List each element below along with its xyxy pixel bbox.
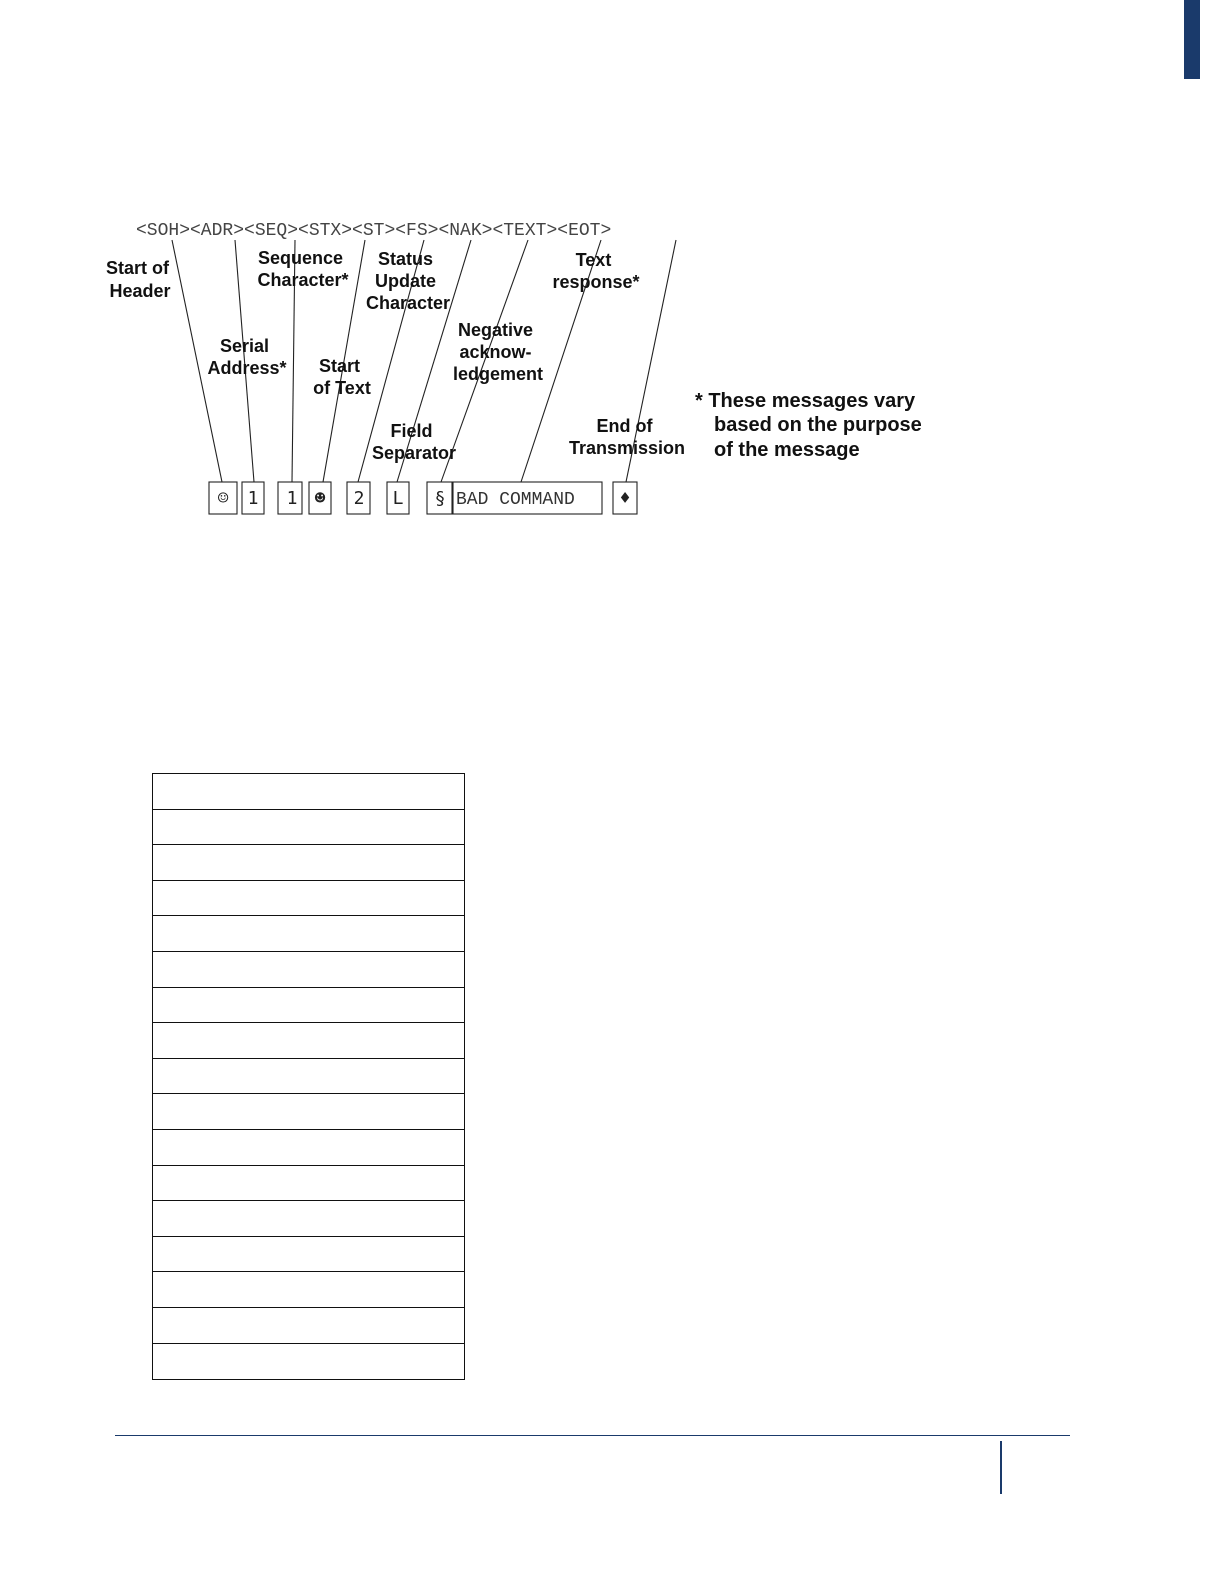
label-eot-line1: End of xyxy=(596,416,653,436)
table-row xyxy=(153,774,464,810)
char-box-st2 xyxy=(387,482,409,514)
label-soh-line1: Start of xyxy=(105,258,169,278)
char-text-bad-command: BAD COMMAND xyxy=(456,490,575,510)
char-soh-smiley: ☺ xyxy=(217,488,229,509)
label-seq-line2: Character* xyxy=(257,270,349,290)
note-line2: based on the purpose xyxy=(714,414,922,436)
char-stx-smiley: ☻ xyxy=(314,488,326,509)
label-field-separator xyxy=(372,421,456,463)
table-row xyxy=(153,1094,464,1130)
table-row xyxy=(153,1308,464,1344)
char-box-eot xyxy=(613,482,637,514)
label-status-update-character xyxy=(366,249,450,313)
label-st-line1: Status xyxy=(377,249,433,269)
protocol-diagram xyxy=(0,190,1000,535)
char-box-adr xyxy=(242,482,264,514)
char-seq: 1 xyxy=(286,488,298,509)
label-negative-acknowledgement xyxy=(453,320,543,384)
char-box-nak xyxy=(427,482,452,514)
label-text-response xyxy=(552,250,639,292)
char-box-st xyxy=(347,482,370,514)
label-nak-line3: ledgement xyxy=(452,364,544,384)
footer-page-divider xyxy=(1000,1441,1002,1494)
footnote-message-vary xyxy=(695,390,927,461)
label-text-line1: Text xyxy=(575,250,612,270)
label-st-line2: Update xyxy=(374,271,436,291)
label-nak-line2: acknow- xyxy=(459,342,532,362)
note-line1: * These messages vary xyxy=(695,390,916,412)
table-row xyxy=(153,1023,464,1059)
table-row xyxy=(153,881,464,917)
label-text-line2: response* xyxy=(552,272,640,292)
label-eot-line2: Transmission xyxy=(568,438,686,458)
char-box-text xyxy=(453,482,602,514)
char-adr: 1 xyxy=(247,488,259,509)
label-soh-line2: Header xyxy=(109,281,171,301)
label-fs-line1: Field xyxy=(390,421,433,441)
label-stx-line1: Start xyxy=(318,356,360,376)
char-st2: L xyxy=(392,488,404,509)
label-adr-line2: Address* xyxy=(207,358,287,378)
table-row xyxy=(153,1272,464,1308)
label-start-of-text xyxy=(313,356,371,398)
label-seq-line1: Sequence xyxy=(257,248,344,268)
label-serial-address xyxy=(207,336,286,378)
table-row xyxy=(153,1130,464,1166)
label-st-line3: Character xyxy=(365,293,451,313)
char-nak: § xyxy=(434,488,446,509)
table-row xyxy=(153,1166,464,1202)
table-row xyxy=(153,916,464,952)
char-st: 2 xyxy=(353,488,365,509)
table-row xyxy=(153,988,464,1024)
note-line3: of the message xyxy=(714,439,860,461)
table-row xyxy=(153,1237,464,1273)
corner-accent-bar xyxy=(1184,0,1200,79)
label-nak-line1: Negative xyxy=(457,320,534,340)
table-row xyxy=(153,845,464,881)
char-eot-diamond: ♦ xyxy=(619,488,631,509)
table-row xyxy=(153,1201,464,1237)
empty-table xyxy=(152,773,465,1380)
char-box-stx xyxy=(309,482,331,514)
protocol-sequence: <SOH><ADR><SEQ><STX><ST><FS><NAK><TEXT><EOT> xyxy=(136,221,612,241)
table-row xyxy=(153,952,464,988)
footer-rule xyxy=(115,1435,1070,1436)
label-sequence-character xyxy=(257,248,348,290)
table-row xyxy=(153,1059,464,1095)
char-box-soh xyxy=(209,482,237,514)
label-fs-line2: Separator xyxy=(371,443,457,463)
char-box-seq xyxy=(278,482,302,514)
label-stx-line2: of Text xyxy=(313,378,371,398)
table-row xyxy=(153,810,464,846)
table-row xyxy=(153,1344,464,1380)
label-adr-line1: Serial xyxy=(219,336,270,356)
label-end-of-transmission xyxy=(569,416,685,458)
label-start-of-header xyxy=(106,258,174,301)
